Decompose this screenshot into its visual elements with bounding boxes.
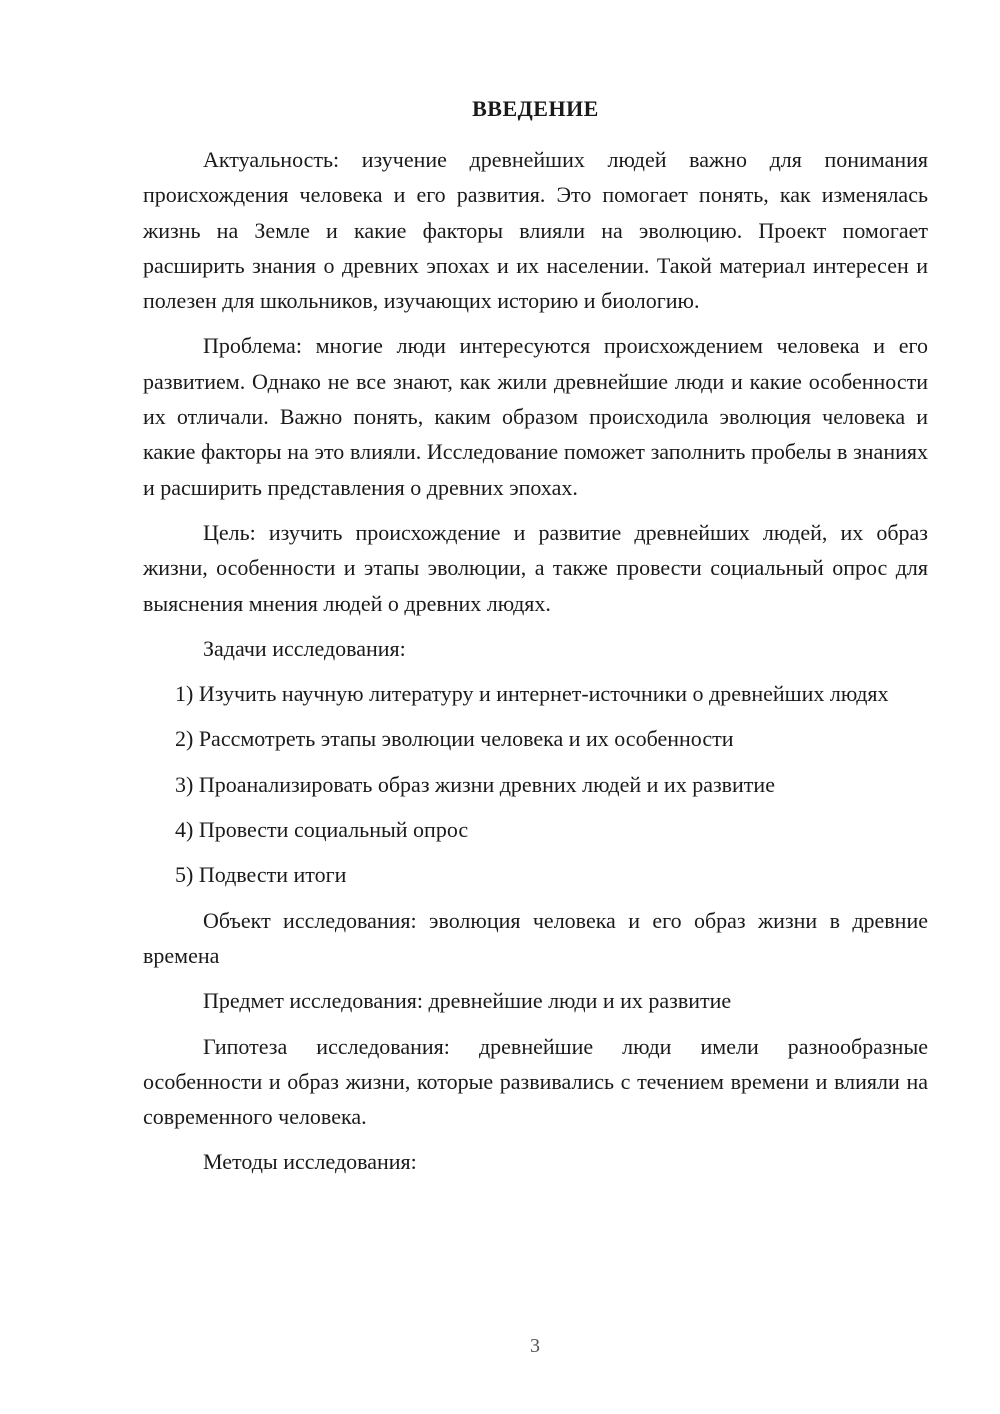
problem-paragraph: Проблема: многие люди интересуются происхождением человека и его развитием. Однако не все знают, как жили древнейшие люди и какие особенности их отличали. Важно понять, каким образом происходила эволюция человека и какие факторы на это влияли. Исследование поможет заполнить пробелы в знаниях и расширить представления о древних эпохах. xyxy=(143,333,928,500)
section-title: ВВЕДЕНИЕ xyxy=(472,96,599,121)
task-item-5: 5) Подвести итоги xyxy=(175,862,347,888)
document-body xyxy=(143,142,928,1190)
task-item-4: 4) Провести социальный опрос xyxy=(175,817,469,843)
methods-heading: Методы исследования: xyxy=(203,1149,417,1175)
task-item-1: 1) Изучить научную литературу и интернет-источники о древнейших людях xyxy=(175,681,889,707)
tasks-heading: Задачи исследования: xyxy=(203,635,406,661)
page-number: 3 xyxy=(530,1335,540,1357)
object-paragraph: Объект исследования: эволюция человека и его образ жизни в древние времена xyxy=(143,907,928,968)
task-item-3: 3) Проанализировать образ жизни древних людей и их развитие xyxy=(175,771,775,797)
task-item-2: 2) Рассмотреть этапы эволюции человека и их особенности xyxy=(175,726,734,752)
relevance-paragraph: Актуальность: изучение древнейших людей важно для понимания происхождения человека и его развития. Это помогает понять, как изменялась жизнь на Земле и какие факторы влияли на эволюцию. Проект помогает расширить знания о древних эпохах и их населении. Такой материал интересен и полезен для школьников, изучающих историю и биологию. xyxy=(143,147,928,314)
goal-paragraph: Цель: изучить происхождение и развитие древнейших людей, их образ жизни, особенности и этапы эволюции, а также провести социальный опрос для выяснения мнения людей о древних людях. xyxy=(143,519,928,616)
hypothesis-paragraph: Гипотеза исследования: древнейшие люди имели разнообразные особенности и образ жизни, которые развивались с течением времени и влияли на современного человека. xyxy=(143,1033,928,1130)
subject-paragraph: Предмет исследования: древнейшие люди и их развитие xyxy=(203,988,732,1014)
